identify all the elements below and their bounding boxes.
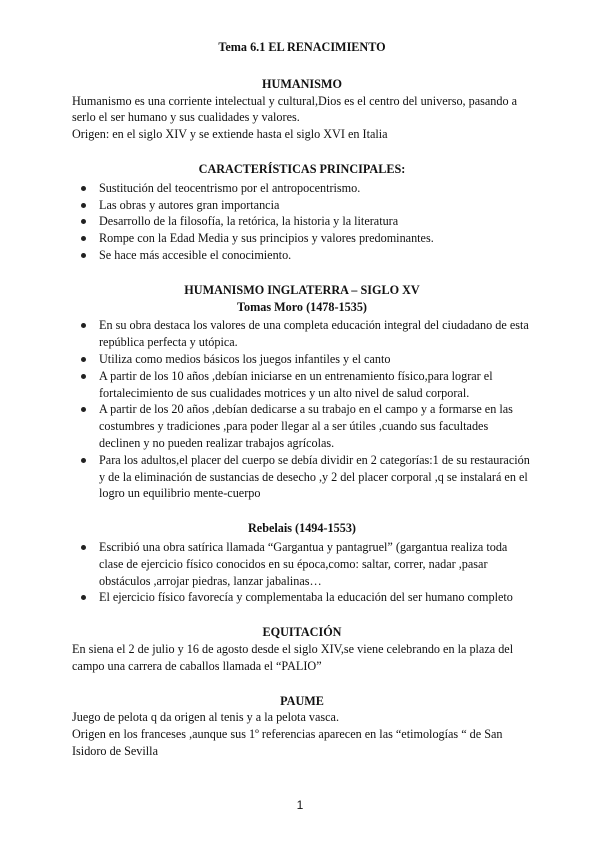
- list-item: Desarrollo de la filosofía, la retórica, la historia y la literatura: [72, 213, 532, 230]
- document-title: Tema 6.1 EL RENACIMIENTO: [218, 40, 386, 54]
- bullet-list: [72, 539, 532, 606]
- list-item: El ejercicio físico favorecía y complementaba la educación del ser humano completo: [72, 589, 532, 606]
- list-item: Sustitución del teocentrismo por el antropocentrismo.: [72, 180, 532, 197]
- section-equitacion: [72, 624, 532, 674]
- list-item: A partir de los 20 años ,debían dedicarse a su trabajo en el campo y a formarse en las costumbres y tradiciones ,para poder llegar al a ser útiles ,cuando sus facultades declinen y no pueden realizar trabajos agrícolas.: [72, 401, 532, 451]
- heading-inglaterra: HUMANISMO INGLATERRA – SIGLO XV: [184, 282, 420, 297]
- section-rebelais: [72, 520, 532, 606]
- bullet-list: [72, 317, 532, 502]
- heading-caracteristicas: CARACTERÍSTICAS PRINCIPALES:: [198, 161, 406, 176]
- subheading-tomas-moro: Tomas Moro (1478-1535): [237, 299, 367, 314]
- list-item: Se hace más accesible el conocimiento.: [72, 247, 532, 264]
- paragraph: Humanismo es una corriente intelectual y cultural,Dios es el centro del universo, pasando a serlo el ser humano y sus cualidades y valores.: [72, 93, 518, 125]
- section-inglaterra: [72, 282, 532, 502]
- heading-rebelais: Rebelais (1494-1553): [248, 521, 356, 536]
- list-item: Rompe con la Edad Media y sus principios y valores predominantes.: [72, 230, 532, 247]
- bullet-list: [72, 180, 532, 264]
- heading-paume: PAUME: [280, 693, 324, 708]
- list-item: A partir de los 10 años ,debían iniciarse en un entrenamiento físico,para lograr el fortalecimiento de sus cualidades motrices y un alto nivel de salud corporal.: [72, 368, 532, 402]
- section-humanismo: [72, 76, 532, 143]
- paragraph: Juego de pelota q da origen al tenis y a la pelota vasca.: [72, 710, 340, 725]
- list-item: En su obra destaca los valores de una completa educación integral del ciudadano de esta república perfecta y utópica.: [72, 317, 532, 351]
- page-content: [72, 39, 532, 760]
- list-item: Utiliza como medios básicos los juegos infantiles y el canto: [72, 351, 532, 368]
- paragraph: Origen: en el siglo XIV y se extiende hasta el siglo XVI en Italia: [72, 127, 388, 142]
- page-number: 1: [296, 798, 304, 812]
- list-item: Escribió una obra satírica llamada “Gargantua y pantagruel” (gargantua realiza toda clase de ejercicio físico conocidos en su época,como: saltar, correr, nadar ,pasar obstáculos ,arrojar piedras, lanzar jabalinas…: [72, 539, 532, 589]
- list-item: Las obras y autores gran importancia: [72, 197, 532, 214]
- list-item: Para los adultos,el placer del cuerpo se debía dividir en 2 categorías:1 de su restauración y de la eliminación de sustancias de desecho ,y 2 del placer corporal ,q se instalará en el logro un equilibrio mente-cuerpo: [72, 452, 532, 502]
- paragraph: En siena el 2 de julio y 16 de agosto desde el siglo XIV,se viene celebrando en la plaza del campo una carrera de caballos llamada el “PALIO”: [72, 641, 514, 673]
- heading-humanismo: HUMANISMO: [262, 76, 342, 91]
- section-caracteristicas: [72, 161, 532, 264]
- paragraph: Origen en los franceses ,aunque sus 1º referencias aparecen en las “etimologías “ de San Isidoro de Sevilla: [72, 727, 503, 758]
- section-paume: [72, 693, 532, 760]
- heading-equitacion: EQUITACIÓN: [262, 625, 342, 640]
